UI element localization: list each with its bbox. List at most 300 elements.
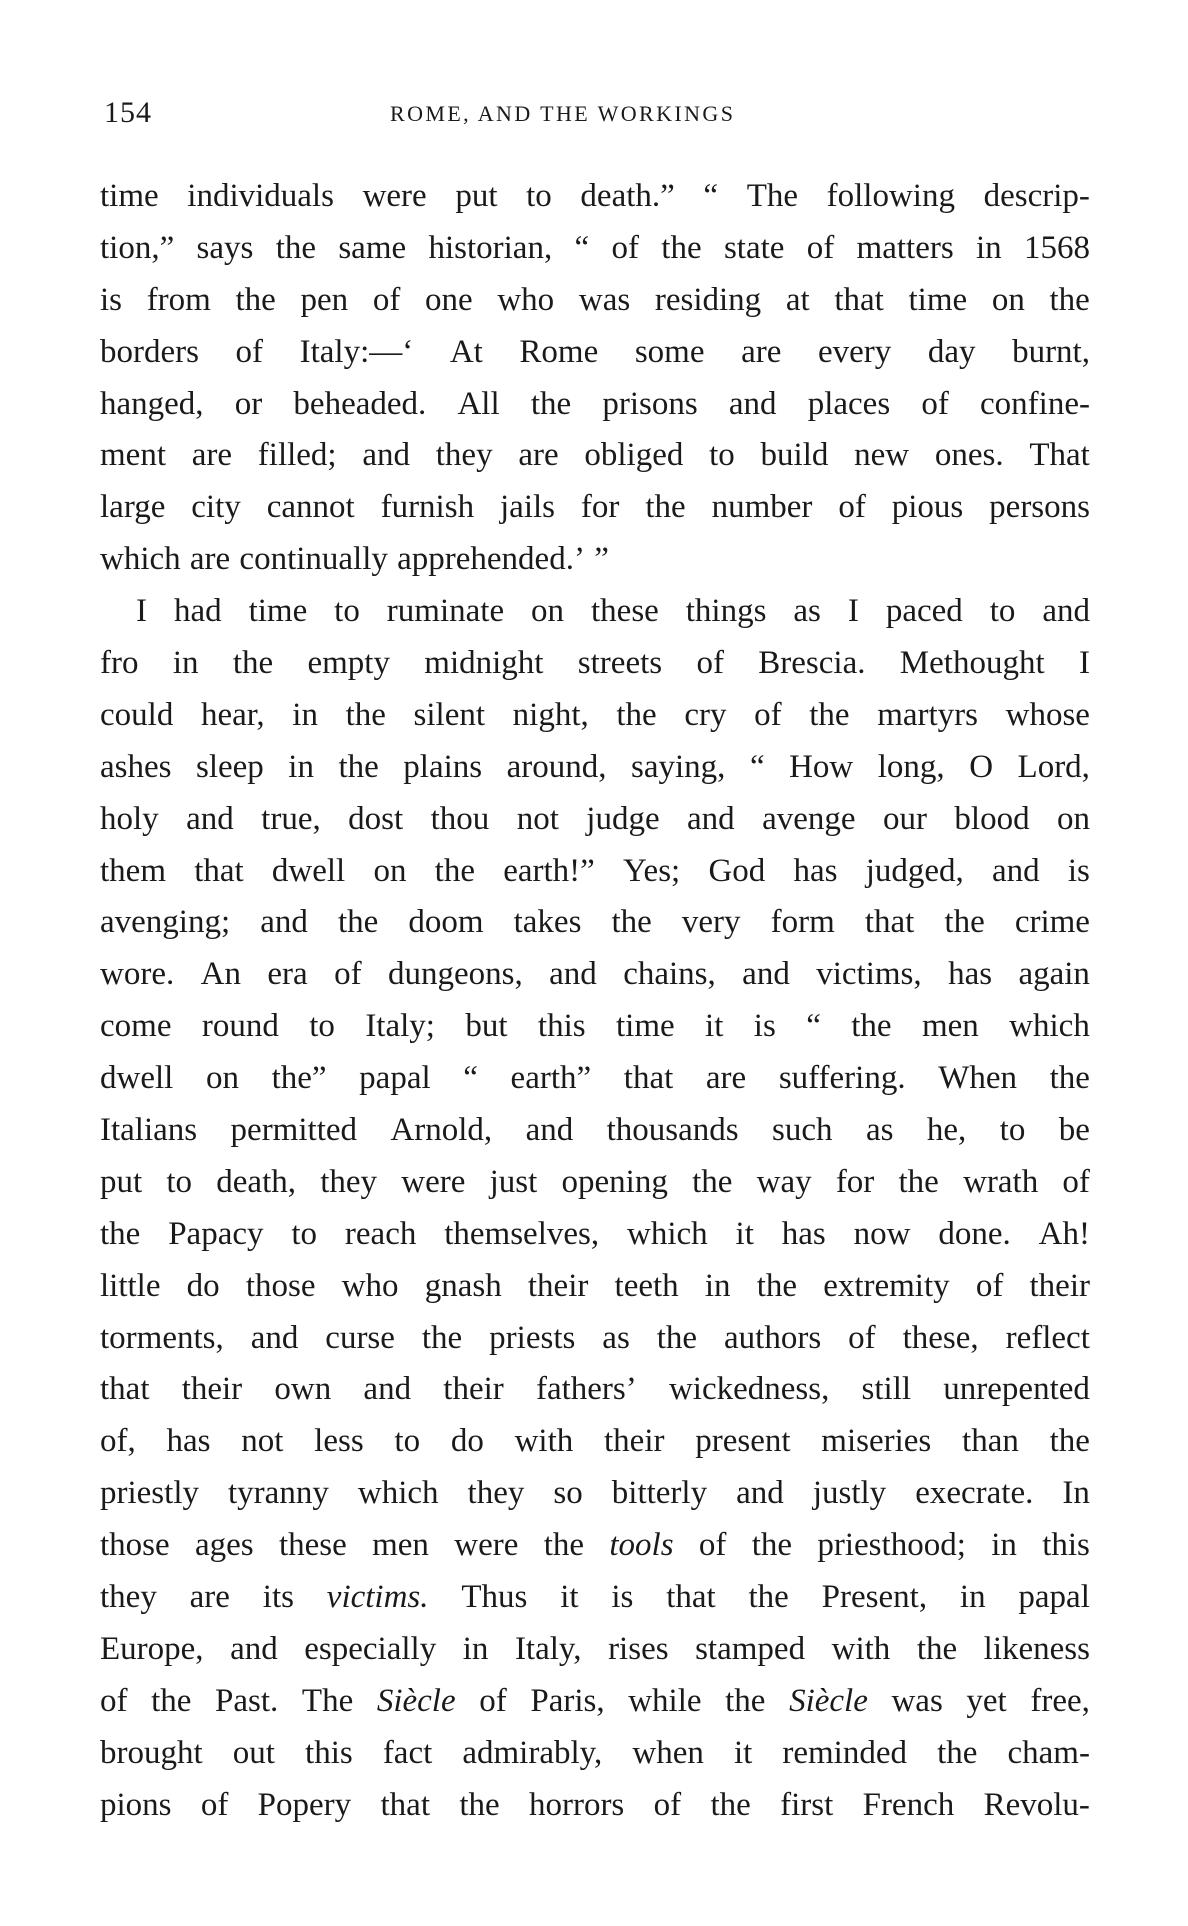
word: and <box>362 437 410 474</box>
italic-word: Siècle <box>376 1682 456 1719</box>
word: and <box>736 1475 784 1512</box>
word: and <box>1042 593 1090 630</box>
word: this <box>537 1008 586 1045</box>
text-line <box>100 638 1090 690</box>
word: time <box>248 593 308 630</box>
word: just <box>489 1163 538 1200</box>
text-line <box>100 1157 1090 1209</box>
word: Lord, <box>1017 748 1090 785</box>
word: the <box>851 1008 892 1045</box>
word: for <box>835 1163 875 1200</box>
text-line <box>100 379 1090 431</box>
word: How <box>789 748 854 785</box>
word: are <box>191 437 233 474</box>
text-line <box>100 1105 1090 1157</box>
word: of <box>806 229 835 266</box>
word: filled; <box>257 437 337 474</box>
word: reflect <box>1005 1319 1090 1356</box>
word: furnish <box>380 489 475 526</box>
text-line <box>100 690 1090 742</box>
word: I <box>136 593 147 630</box>
word: build <box>760 437 829 474</box>
word: persons <box>989 489 1090 526</box>
text-line <box>100 1261 1090 1313</box>
word: and <box>260 904 308 941</box>
word: individuals <box>187 178 334 214</box>
word: rises <box>608 1630 669 1667</box>
word: Brescia. <box>758 645 866 682</box>
word: earth” <box>510 1060 592 1097</box>
text-line <box>100 1728 1090 1780</box>
word: at <box>785 281 810 318</box>
word: long, <box>877 748 945 785</box>
word: pions <box>100 1786 172 1823</box>
word: these, <box>902 1319 979 1356</box>
word: but <box>465 1008 508 1045</box>
word: cannot <box>266 489 355 526</box>
word: thousands <box>606 1112 739 1149</box>
word: beheaded. <box>293 385 427 422</box>
word: Popery <box>257 1786 352 1823</box>
word: crime <box>1014 904 1090 941</box>
word: of <box>921 385 949 422</box>
word: form <box>770 904 835 941</box>
word: that <box>864 904 915 941</box>
word: the <box>337 904 379 941</box>
word: saying, <box>631 748 726 785</box>
word: plains <box>403 748 483 785</box>
word: to <box>309 1008 335 1045</box>
word: the <box>809 696 850 733</box>
word: has <box>793 852 838 889</box>
text-line <box>100 846 1090 898</box>
word: it <box>560 1579 579 1616</box>
word: to <box>394 1423 421 1460</box>
word: to <box>166 1163 193 1200</box>
text-line <box>100 223 1090 275</box>
word: and <box>250 1319 299 1356</box>
word: state <box>723 229 785 266</box>
word: in <box>959 1579 986 1616</box>
word: in <box>976 229 1002 266</box>
text-line <box>100 1780 1090 1832</box>
word: judged, <box>865 852 964 889</box>
word: very <box>681 904 741 941</box>
word: reminded <box>782 1734 907 1771</box>
word: ages <box>195 1527 254 1564</box>
word: the <box>338 748 379 785</box>
word: unrepented <box>943 1371 1090 1408</box>
word: fact <box>382 1734 433 1771</box>
word: is <box>611 1579 634 1616</box>
word: midnight <box>424 645 544 682</box>
word: the <box>100 1215 141 1252</box>
word: which <box>100 541 181 578</box>
text-line <box>100 742 1090 794</box>
word: they <box>435 437 493 474</box>
word: wrath <box>963 1163 1039 1200</box>
word: blood <box>954 800 1030 837</box>
word: are <box>189 1579 230 1616</box>
word: as <box>865 1112 894 1149</box>
text-line <box>100 897 1090 949</box>
word: the <box>1049 281 1090 318</box>
word: it <box>733 1734 753 1771</box>
page-number: 154 <box>104 96 152 129</box>
word: less <box>314 1423 364 1460</box>
word: for <box>580 489 620 526</box>
word: gnash <box>424 1267 502 1304</box>
word: could <box>100 696 174 733</box>
word: ment <box>100 437 166 474</box>
word: prisons <box>602 385 698 422</box>
word: justly <box>812 1475 887 1512</box>
word: time <box>908 281 968 318</box>
word: are <box>189 541 231 578</box>
word: of <box>100 1682 128 1719</box>
word: the <box>345 696 386 733</box>
word: in <box>991 1527 1017 1564</box>
word: “ <box>749 748 765 785</box>
word: and <box>230 1630 278 1667</box>
word: dwell <box>271 852 346 889</box>
word: are <box>518 437 559 474</box>
word: says <box>196 229 254 266</box>
word: to <box>526 178 552 214</box>
word: their <box>181 1371 243 1408</box>
word: such <box>772 1112 833 1149</box>
word: cham- <box>1007 1734 1090 1771</box>
word: likeness <box>983 1630 1090 1667</box>
word: true, <box>261 800 321 837</box>
word: of <box>754 696 782 733</box>
word: the <box>751 1527 793 1564</box>
word: are <box>705 1060 747 1097</box>
word: yet <box>966 1682 1007 1719</box>
word: the <box>543 1527 585 1564</box>
word: In <box>1062 1475 1090 1512</box>
word: around, <box>506 748 607 785</box>
word: of <box>848 1319 876 1356</box>
word: is <box>753 1008 776 1045</box>
word: French <box>862 1786 955 1823</box>
word: All <box>457 385 500 422</box>
word: and <box>525 1112 574 1149</box>
word: whose <box>1005 696 1090 733</box>
word: has <box>948 956 993 993</box>
word: they <box>100 1579 157 1616</box>
word: that <box>834 281 884 318</box>
word: so <box>553 1475 583 1512</box>
word: borders <box>100 333 199 370</box>
word: as <box>793 593 821 630</box>
word: do <box>186 1267 220 1304</box>
word: they <box>467 1475 525 1512</box>
word: of <box>235 333 264 370</box>
word: the <box>421 1319 463 1356</box>
word: silent <box>413 696 486 733</box>
word: of, <box>100 1423 136 1460</box>
word: Yes; <box>623 852 681 889</box>
word: our <box>882 800 927 837</box>
word: residing <box>654 281 762 318</box>
word: that <box>100 1371 150 1408</box>
word: tion,” <box>100 229 175 266</box>
word: way <box>756 1163 812 1200</box>
word: and <box>742 956 790 993</box>
word: some <box>634 333 705 370</box>
word: avenging; <box>100 904 231 941</box>
word: of <box>200 1786 229 1823</box>
word: of <box>653 1786 682 1823</box>
word: stamped <box>695 1630 806 1667</box>
word: the <box>937 1734 978 1771</box>
word: men <box>921 1008 979 1045</box>
word: and <box>363 1371 412 1408</box>
word: again <box>1018 956 1090 993</box>
word: streets <box>577 645 663 682</box>
word: takes <box>513 904 582 941</box>
word: the <box>434 852 475 889</box>
word: judge <box>586 800 660 837</box>
word: on <box>1057 800 1090 837</box>
word: who <box>497 281 555 318</box>
word: own <box>274 1371 332 1408</box>
text-line <box>100 171 1090 223</box>
word: every <box>817 333 892 370</box>
word: extremity <box>823 1267 950 1304</box>
word: the <box>151 1682 192 1719</box>
word: had <box>173 593 222 630</box>
word: on <box>373 852 407 889</box>
word: horrors <box>528 1786 625 1823</box>
word: of <box>696 645 724 682</box>
word: were <box>454 1527 519 1564</box>
word: the <box>944 904 985 941</box>
word: with <box>514 1423 574 1460</box>
word: things <box>685 593 767 630</box>
word: fro <box>100 645 139 682</box>
word: day <box>927 333 976 370</box>
word: era <box>267 956 308 993</box>
running-head: ROME, AND THE WORKINGS <box>390 101 736 126</box>
word: large <box>100 489 166 526</box>
word: Italy:—‘ <box>299 333 414 370</box>
word: not <box>516 800 559 837</box>
text-line <box>100 1001 1090 1053</box>
word: were <box>362 178 427 214</box>
word: At <box>449 333 483 370</box>
word: Revolu- <box>983 1786 1090 1823</box>
word: I <box>1078 645 1090 682</box>
word: permitted <box>230 1112 358 1149</box>
word: dungeons, <box>387 956 523 993</box>
word: number <box>711 489 813 526</box>
word: miseries <box>821 1423 932 1460</box>
text-line <box>100 794 1090 846</box>
text-line <box>100 327 1090 379</box>
word: he, <box>926 1112 967 1149</box>
word: free, <box>1030 1682 1090 1719</box>
word: to <box>709 437 735 474</box>
word: pious <box>891 489 964 526</box>
word: put <box>455 178 498 214</box>
word: The <box>746 178 798 214</box>
word: be <box>1058 1112 1090 1149</box>
word: time <box>100 178 159 214</box>
word: the <box>235 281 276 318</box>
word: victims, <box>816 956 922 993</box>
text-line <box>100 1053 1090 1105</box>
word: God <box>708 852 766 889</box>
word: Italy, <box>514 1630 582 1667</box>
word: descrip- <box>983 178 1090 214</box>
word: 1568 <box>1023 229 1090 266</box>
word: the <box>898 1163 939 1200</box>
word: priests <box>489 1319 576 1356</box>
text-line <box>100 1468 1090 1520</box>
word: pen <box>300 281 349 318</box>
word: the <box>756 1267 798 1304</box>
word: has <box>166 1423 211 1460</box>
word: execrate. <box>915 1475 1034 1512</box>
word: jails <box>500 489 555 526</box>
word: their <box>443 1371 504 1408</box>
word: is <box>100 281 123 318</box>
word: admirably, <box>462 1734 603 1771</box>
word: those <box>100 1527 170 1564</box>
word: to <box>999 1112 1026 1149</box>
word: Italy; <box>365 1008 435 1045</box>
word: “ <box>703 178 719 214</box>
text-line <box>100 1572 1090 1624</box>
word: they <box>320 1163 378 1200</box>
word: the <box>645 489 686 526</box>
word: the <box>748 1579 789 1616</box>
word: their <box>527 1267 589 1304</box>
word: ” <box>594 541 609 578</box>
text-line <box>100 1364 1090 1416</box>
word: or <box>234 385 263 422</box>
word: in <box>172 645 199 682</box>
text-line <box>100 1209 1090 1261</box>
text-line <box>100 1676 1090 1728</box>
word: An <box>200 956 241 993</box>
word: priestly <box>100 1475 199 1512</box>
word: cry <box>684 696 727 733</box>
word: and <box>687 800 735 837</box>
text-line <box>100 1624 1090 1676</box>
word: the <box>459 1786 500 1823</box>
word: in <box>704 1267 731 1304</box>
word: of <box>838 489 866 526</box>
word: Methought <box>899 645 1045 682</box>
word: and <box>549 956 597 993</box>
word: chains, <box>623 956 716 993</box>
word: dwell <box>100 1060 174 1097</box>
word: the <box>232 645 274 682</box>
word: the <box>1049 1060 1090 1097</box>
word: the <box>692 1163 733 1200</box>
word: the <box>916 1630 958 1667</box>
word: priesthood; <box>817 1527 966 1564</box>
word: same <box>338 229 407 266</box>
word: places <box>807 385 891 422</box>
word: curse <box>325 1319 395 1356</box>
word: papal <box>1018 1579 1090 1616</box>
word: and <box>992 852 1040 889</box>
word: Present, <box>821 1579 928 1616</box>
word: these <box>278 1527 347 1564</box>
word: the <box>611 904 652 941</box>
word: has <box>781 1215 826 1252</box>
word: to <box>334 593 360 630</box>
word: night, <box>512 696 589 733</box>
word: earth!” <box>503 852 595 889</box>
word: burnt, <box>1012 333 1090 370</box>
word: Past. <box>215 1682 279 1719</box>
word: martyrs <box>877 696 978 733</box>
word: as <box>602 1319 630 1356</box>
word: new <box>854 437 910 474</box>
word: are <box>741 333 782 370</box>
word: of <box>334 956 362 993</box>
word: them <box>100 852 166 889</box>
word: the <box>661 229 702 266</box>
word: That <box>1029 437 1090 474</box>
word: time <box>616 1008 675 1045</box>
word: the <box>710 1786 751 1823</box>
word: Thus <box>461 1579 528 1616</box>
text-line <box>100 586 1090 638</box>
word: their <box>604 1423 665 1460</box>
word: one <box>425 281 473 318</box>
text-line <box>100 430 1090 482</box>
word: in <box>288 748 314 785</box>
word: brought <box>100 1734 203 1771</box>
word: of <box>1062 1163 1090 1200</box>
word: bitterly <box>611 1475 708 1512</box>
word: sleep <box>195 748 264 785</box>
word: the <box>616 696 657 733</box>
word: it <box>735 1215 754 1252</box>
word: their <box>1029 1267 1090 1304</box>
word: little <box>100 1267 161 1304</box>
word: that <box>380 1786 430 1823</box>
word: tyranny <box>228 1475 329 1512</box>
word: matters <box>856 229 954 266</box>
word: holy <box>100 800 159 837</box>
word: “ <box>463 1060 478 1097</box>
word: with <box>831 1630 891 1667</box>
word: hear, <box>200 696 265 733</box>
word: Paris, <box>530 1682 605 1719</box>
word: were <box>401 1163 466 1200</box>
word: that <box>623 1060 674 1097</box>
word: to <box>989 593 1016 630</box>
word: papal <box>359 1060 431 1097</box>
word: come <box>100 1008 172 1045</box>
word: who <box>341 1267 399 1304</box>
word: death.” <box>580 178 675 214</box>
word: this <box>1042 1527 1090 1564</box>
word: in <box>462 1630 489 1667</box>
word: the <box>725 1682 766 1719</box>
word: the <box>530 385 572 422</box>
word: than <box>962 1423 1019 1460</box>
word: the <box>656 1319 698 1356</box>
word: now <box>853 1215 911 1252</box>
